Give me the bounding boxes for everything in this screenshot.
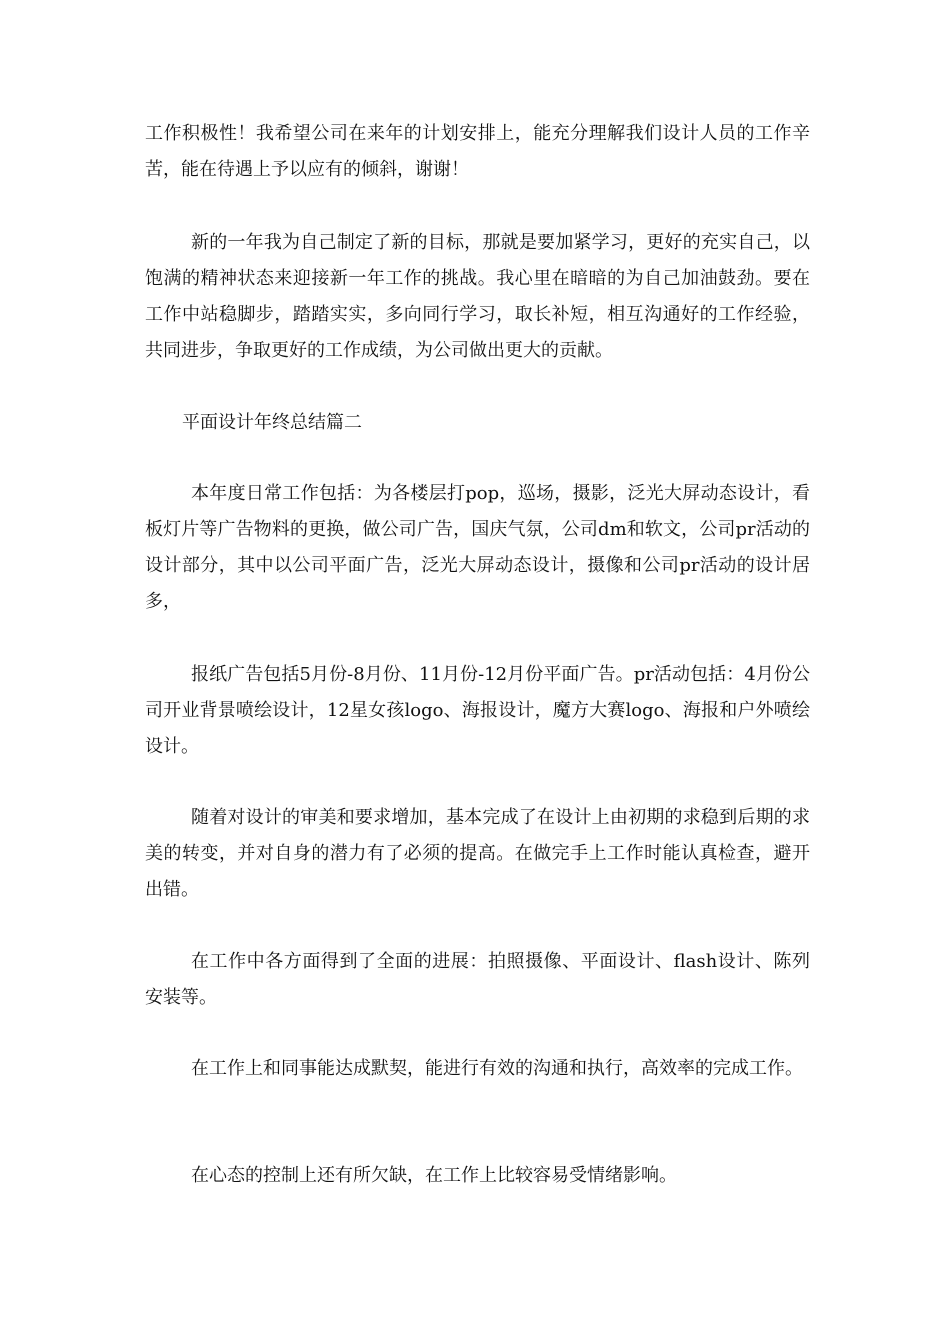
section-heading: 平面设计年终总结篇二	[182, 412, 362, 433]
paragraph-new-year-goals: 新的一年我为自己制定了新的目标，那就是要加紧学习，更好的充实自己，以饱满的精神状态来迎接新一年工作的挑战。我心里在暗暗的为自己加油鼓劲。要在工作中站稳脚步，踏踏实实，多向同行学习，取长补短，相互沟通好的工作经验，共同进步，争取更好的工作成绩，为公司做出更大的贡献。	[145, 232, 810, 361]
paragraph-progress: 在工作中各方面得到了全面的进展：拍照摄像、平面设计、flash设计、陈列安装等。	[145, 951, 810, 1008]
paragraph-design-aesthetics: 随着对设计的审美和要求增加，基本完成了在设计上由初期的求稳到后期的求美的转变，并对自身的潜力有了必须的提高。在做完手上工作时能认真检查，避开出错。	[145, 807, 810, 900]
paragraph-teamwork: 在工作上和同事能达成默契，能进行有效的沟通和执行，高效率的完成工作。	[191, 1058, 803, 1079]
paragraph-closing-thanks: 工作积极性！我希望公司在来年的计划安排上，能充分理解我们设计人员的工作辛苦，能在待遇上予以应有的倾斜，谢谢！	[145, 123, 810, 180]
paragraph-mindset: 在心态的控制上还有所欠缺，在工作上比较容易受情绪影响。	[191, 1165, 677, 1186]
paragraph-newspaper-ads: 报纸广告包括5月份-8月份、11月份-12月份平面广告。pr活动包括：4月份公司开业背景喷绘设计，12星女孩logo、海报设计，魔方大赛logo、海报和户外喷绘设计。	[145, 664, 810, 757]
paragraph-daily-work: 本年度日常工作包括：为各楼层打pop，巡场，摄影，泛光大屏动态设计，看板灯片等广告物料的更换，做公司广告，国庆气氛，公司dm和软文，公司pr活动的设计部分，其中以公司平面广告，泛光大屏动态设计，摄像和公司pr活动的设计居多，	[145, 483, 810, 612]
